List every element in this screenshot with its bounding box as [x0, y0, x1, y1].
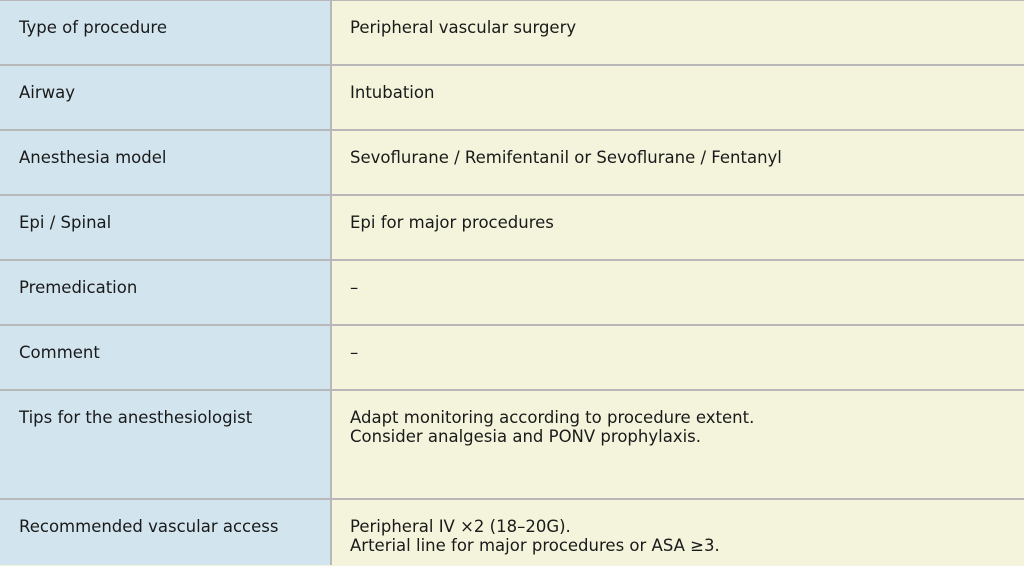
table-row-tips: [0, 391, 1024, 500]
table-row-comment: [0, 326, 1024, 391]
row-value: [332, 500, 1024, 565]
row-value-line: Intubation: [350, 83, 435, 102]
row-value-line: Peripheral vascular surgery: [350, 18, 577, 37]
table-row-vascular-access: [0, 500, 1024, 565]
row-label: Epi / Spinal: [0, 196, 332, 259]
row-label: Tips for the anesthesiologist: [0, 391, 332, 498]
row-label: Type of procedure: [0, 1, 332, 64]
row-value-line: Epi for major procedures: [350, 213, 554, 232]
table-row-anesthesia-model: [0, 131, 1024, 196]
row-value-line: Adapt monitoring according to procedure extent.: [350, 408, 755, 427]
row-label: Anesthesia model: [0, 131, 332, 194]
row-value-line: –: [350, 343, 359, 362]
row-value: [332, 326, 1024, 389]
row-value-line: Sevoflurane / Remifentanil or Sevoflurane / Fentanyl: [350, 148, 782, 167]
row-value: [332, 261, 1024, 324]
row-value-line: –: [350, 278, 359, 297]
table-row-airway: [0, 66, 1024, 131]
row-value: [332, 1, 1024, 64]
row-label: Premedication: [0, 261, 332, 324]
row-label: Comment: [0, 326, 332, 389]
row-value-line: Consider analgesia and PONV prophylaxis.: [350, 427, 702, 446]
row-value: [332, 66, 1024, 129]
table-row-premedication: [0, 261, 1024, 326]
table-row-type-of-procedure: [0, 1, 1024, 66]
table-row-epi-spinal: [0, 196, 1024, 261]
row-value: [332, 131, 1024, 194]
row-label: Recommended vascular access: [0, 500, 332, 565]
row-value-line: Arterial line for major procedures or ASA ≥3.: [350, 536, 720, 555]
row-value: [332, 196, 1024, 259]
row-value-line: Peripheral IV ×2 (18–20G).: [350, 517, 571, 536]
row-value: [332, 391, 1024, 498]
row-label: Airway: [0, 66, 332, 129]
